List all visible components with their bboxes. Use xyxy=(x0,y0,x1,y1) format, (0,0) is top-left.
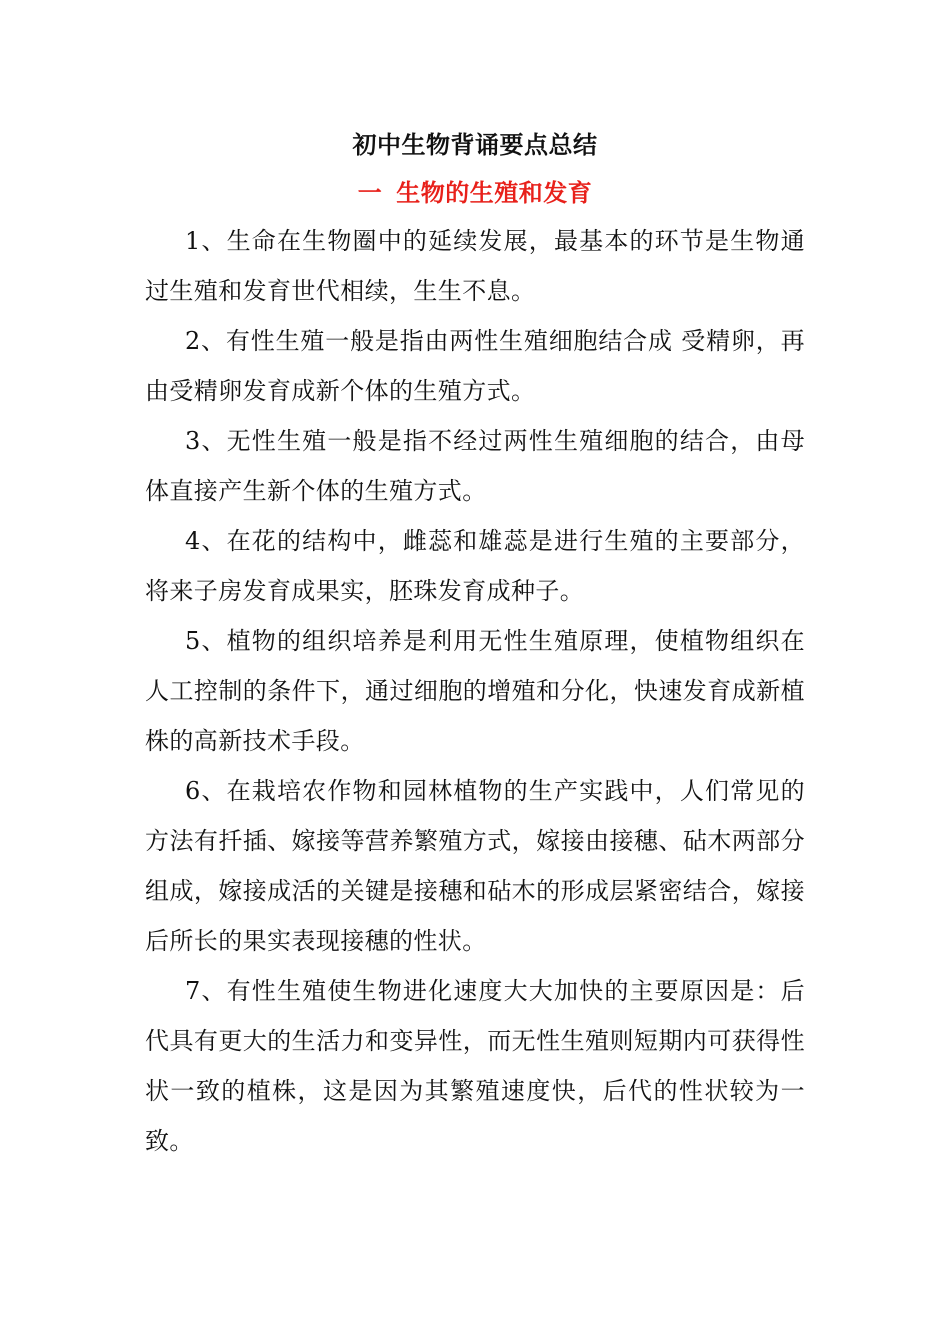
document-title: 初中生物背诵要点总结 xyxy=(352,131,598,159)
paragraph-1: 1、生命在生物圈中的延续发展，最基本的环节是生物通过生殖和发育世代相续，生生不息。 xyxy=(145,227,805,305)
paragraph-4: 4、在花的结构中，雌蕊和雄蕊是进行生殖的主要部分，将来子房发育成果实，胚珠发育成种子。 xyxy=(145,527,805,605)
paragraph-2: 2、有性生殖一般是指由两性生殖细胞结合成 受精卵，再由受精卵发育成新个体的生殖方式。 xyxy=(145,327,805,405)
document-page xyxy=(145,128,805,1166)
paragraph-3: 3、无性生殖一般是指不经过两性生殖细胞的结合，由母体直接产生新个体的生殖方式。 xyxy=(145,427,805,505)
paragraph-5: 5、植物的组织培养是利用无性生殖原理，使植物组织在人工控制的条件下，通过细胞的增殖和分化，快速发育成新植株的高新技术手段。 xyxy=(145,627,805,755)
section-title: 生物的生殖和发育 xyxy=(396,179,593,207)
section-number: 一 xyxy=(357,179,383,207)
section-heading xyxy=(145,176,805,210)
paragraph-7: 7、有性生殖使生物进化速度大大加快的主要原因是：后代具有更大的生活力和变异性，而无性生殖则短期内可获得性状一致的植株，这是因为其繁殖速度快，后代的性状较为一致。 xyxy=(145,977,805,1155)
paragraph-6: 6、在栽培农作物和园林植物的生产实践中，人们常见的方法有扦插、嫁接等营养繁殖方式，嫁接由接穗、砧木两部分组成，嫁接成活的关键是接穗和砧木的形成层紧密结合，嫁接后所长的果实表现接穗的性状。 xyxy=(145,777,805,955)
